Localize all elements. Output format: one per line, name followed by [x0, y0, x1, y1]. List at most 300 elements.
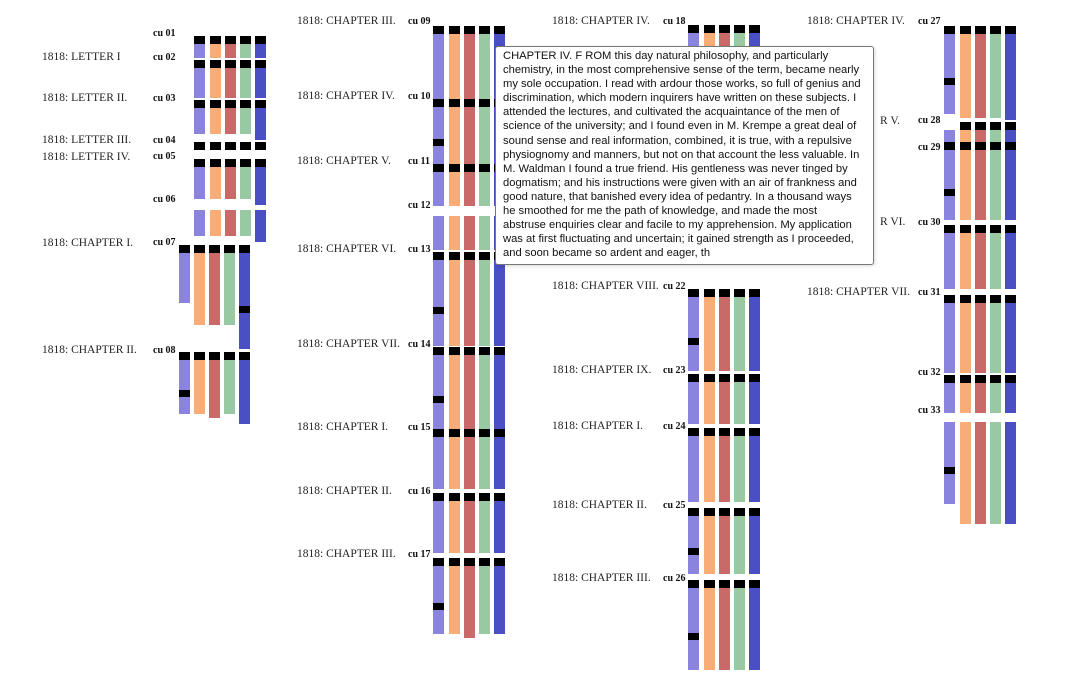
orange-witness-bar[interactable] — [449, 260, 460, 346]
orange-witness-bar[interactable] — [210, 210, 221, 236]
green-witness-bar[interactable] — [479, 216, 490, 250]
segment-marker[interactable] — [688, 633, 699, 640]
segment-marker[interactable] — [688, 580, 699, 588]
segment-marker[interactable] — [449, 493, 460, 501]
segment-marker[interactable] — [479, 429, 490, 437]
segment-marker[interactable] — [1005, 295, 1016, 303]
red-witness-bar[interactable] — [464, 260, 475, 346]
blue-witness-bar[interactable] — [179, 360, 190, 414]
green-witness-bar[interactable] — [479, 437, 490, 489]
segment-marker[interactable] — [240, 100, 251, 108]
segment-marker[interactable] — [944, 295, 955, 303]
green-witness-bar[interactable] — [990, 303, 1001, 373]
red-witness-bar[interactable] — [975, 422, 986, 524]
segment-marker[interactable] — [464, 252, 475, 260]
segment-marker[interactable] — [719, 428, 730, 436]
blue-witness-bar[interactable] — [194, 167, 205, 199]
orange-witness-bar[interactable] — [449, 501, 460, 553]
segment-marker[interactable] — [688, 508, 699, 516]
segment-marker[interactable] — [719, 289, 730, 297]
segment-marker[interactable] — [433, 99, 444, 107]
orange-witness-bar[interactable] — [210, 44, 221, 58]
segment-marker[interactable] — [494, 558, 505, 566]
blue-witness-bar[interactable] — [944, 34, 955, 114]
dark-blue-witness-bar[interactable] — [239, 360, 250, 424]
segment-marker[interactable] — [449, 558, 460, 566]
unit-label: cu 06 — [153, 194, 176, 205]
segment-marker[interactable] — [194, 245, 205, 253]
blue-witness-bar[interactable] — [688, 436, 699, 502]
dark-blue-witness-bar[interactable] — [494, 355, 505, 429]
segment-marker[interactable] — [210, 60, 221, 68]
segment-marker[interactable] — [734, 508, 745, 516]
orange-witness-bar[interactable] — [704, 436, 715, 502]
segment-marker[interactable] — [975, 122, 986, 130]
red-witness-bar[interactable] — [719, 516, 730, 574]
red-witness-bar[interactable] — [225, 68, 236, 98]
unit-label: cu 24 — [663, 421, 686, 432]
blue-witness-bar[interactable] — [194, 210, 205, 236]
red-witness-bar[interactable] — [719, 297, 730, 371]
unit-label: cu 03 — [153, 93, 176, 104]
segment-marker[interactable] — [944, 26, 955, 34]
orange-witness-bar[interactable] — [960, 150, 971, 220]
segment-marker[interactable] — [433, 252, 444, 260]
segment-marker[interactable] — [433, 603, 444, 610]
segment-marker[interactable] — [1005, 26, 1016, 34]
chapter-label: 1818: CHAPTER I. — [297, 421, 389, 433]
segment-marker[interactable] — [179, 352, 190, 360]
segment-marker[interactable] — [704, 580, 715, 588]
chapter-label: 1818: CHAPTER IV. — [807, 15, 905, 27]
orange-witness-bar[interactable] — [449, 107, 460, 165]
segment-marker[interactable] — [944, 142, 955, 150]
segment-marker[interactable] — [719, 25, 730, 33]
blue-witness-bar[interactable] — [944, 150, 955, 220]
segment-marker[interactable] — [990, 225, 1001, 233]
dark-blue-witness-bar[interactable] — [749, 297, 760, 371]
segment-marker[interactable] — [433, 396, 444, 403]
segment-marker[interactable] — [960, 142, 971, 150]
orange-witness-bar[interactable] — [704, 297, 715, 371]
red-witness-bar[interactable] — [464, 355, 475, 429]
chapter-label: 1818: CHAPTER IV. — [552, 15, 650, 27]
dark-blue-witness-bar[interactable] — [1005, 34, 1016, 120]
dark-blue-witness-bar[interactable] — [255, 108, 266, 140]
segment-marker[interactable] — [225, 142, 236, 150]
segment-marker[interactable] — [479, 164, 490, 172]
chapter-label: 1818: CHAPTER VIII. — [552, 280, 659, 292]
dark-blue-witness-bar[interactable] — [749, 382, 760, 424]
segment-marker[interactable] — [194, 159, 205, 167]
unit-label: cu 25 — [663, 500, 686, 511]
segment-marker[interactable] — [494, 26, 505, 34]
segment-marker[interactable] — [749, 580, 760, 588]
blue-witness-bar[interactable] — [194, 68, 205, 98]
segment-marker[interactable] — [449, 164, 460, 172]
blue-witness-bar[interactable] — [194, 44, 205, 58]
segment-marker[interactable] — [464, 493, 475, 501]
segment-marker[interactable] — [224, 352, 235, 360]
blue-witness-bar[interactable] — [433, 355, 444, 429]
segment-marker[interactable] — [975, 142, 986, 150]
segment-marker[interactable] — [240, 159, 251, 167]
segment-marker[interactable] — [944, 189, 955, 196]
dark-blue-witness-bar[interactable] — [494, 437, 505, 489]
segment-marker[interactable] — [479, 252, 490, 260]
segment-marker[interactable] — [704, 428, 715, 436]
segment-marker[interactable] — [239, 352, 250, 360]
dark-blue-witness-bar[interactable] — [255, 44, 266, 58]
segment-marker[interactable] — [494, 493, 505, 501]
segment-marker[interactable] — [255, 60, 266, 68]
segment-marker[interactable] — [433, 493, 444, 501]
segment-marker[interactable] — [433, 307, 444, 314]
segment-marker[interactable] — [704, 374, 715, 382]
red-witness-bar[interactable] — [225, 167, 236, 199]
segment-marker[interactable] — [1005, 375, 1016, 383]
red-witness-bar[interactable] — [225, 210, 236, 236]
segment-marker[interactable] — [975, 26, 986, 34]
segment-marker[interactable] — [960, 295, 971, 303]
orange-witness-bar[interactable] — [960, 34, 971, 118]
blue-witness-bar[interactable] — [433, 107, 444, 165]
unit-label: cu 14 — [408, 339, 431, 350]
segment-marker[interactable] — [464, 429, 475, 437]
unit-label: cu 33 — [918, 405, 941, 416]
red-witness-bar[interactable] — [209, 253, 220, 325]
dark-blue-witness-bar[interactable] — [1005, 150, 1016, 220]
segment-marker[interactable] — [944, 78, 955, 85]
dark-blue-witness-bar[interactable] — [749, 436, 760, 502]
segment-marker[interactable] — [464, 558, 475, 566]
segment-marker[interactable] — [704, 289, 715, 297]
segment-marker[interactable] — [990, 375, 1001, 383]
segment-marker[interactable] — [749, 25, 760, 33]
segment-marker[interactable] — [734, 289, 745, 297]
segment-marker[interactable] — [449, 99, 460, 107]
segment-marker[interactable] — [210, 100, 221, 108]
chapter-label: 1818: CHAPTER IX. — [552, 364, 652, 376]
segment-marker[interactable] — [479, 26, 490, 34]
green-witness-bar[interactable] — [990, 383, 1001, 413]
green-witness-bar[interactable] — [734, 588, 745, 670]
red-witness-bar[interactable] — [975, 150, 986, 220]
segment-marker[interactable] — [224, 245, 235, 253]
chapter-label: 1818: CHAPTER II. — [297, 485, 392, 497]
segment-marker[interactable] — [255, 36, 266, 44]
unit-label: cu 13 — [408, 244, 431, 255]
green-witness-bar[interactable] — [240, 44, 251, 58]
red-witness-bar[interactable] — [225, 108, 236, 134]
segment-marker[interactable] — [990, 122, 1001, 130]
segment-marker[interactable] — [494, 429, 505, 437]
red-witness-bar[interactable] — [209, 360, 220, 418]
dark-blue-witness-bar[interactable] — [1005, 233, 1016, 289]
orange-witness-bar[interactable] — [449, 437, 460, 489]
orange-witness-bar[interactable] — [449, 172, 460, 206]
segment-marker[interactable] — [449, 26, 460, 34]
segment-marker[interactable] — [494, 347, 505, 355]
dark-blue-witness-bar[interactable] — [494, 566, 505, 634]
segment-marker[interactable] — [975, 225, 986, 233]
unit-label: cu 27 — [918, 16, 941, 27]
chapter-label: 1818: CHAPTER I. — [42, 237, 134, 249]
blue-witness-bar[interactable] — [433, 566, 444, 634]
blue-witness-bar[interactable] — [944, 233, 955, 289]
dark-blue-witness-bar[interactable] — [255, 210, 266, 242]
orange-witness-bar[interactable] — [210, 167, 221, 199]
passage-tooltip: CHAPTER IV. F ROM this day natural philosophy, and particularly chemistry, in the most comprehensive sense of the term, became nearly my sole occupation. I read with ardour those works, so full of genius and discrimination, which modern inquirers have written on these subjects. I attended the lectures, and cultivated the acquaintance of the men of science of the university; and I found even in M. Krempe a great deal of sound sense and real information, combined, it is true, with a repulsive physiognomy and manners, but not on that account the less valuable. In M. Waldman I found a true friend. His gentleness was never tinged by dogmatism; and his instructions were given with an air of frankness and good nature, that banished every idea of pedantry. In a thousand ways he smoothed for me the path of knowledge, and made the most abstruse enquiries clear and facile to my apprehension. My application was at first fluctuating and uncertain; it gained strength as I proceeded, and soon became so ardent and eager, th — [495, 46, 874, 265]
segment-marker[interactable] — [990, 26, 1001, 34]
red-witness-bar[interactable] — [975, 383, 986, 413]
segment-marker[interactable] — [734, 428, 745, 436]
chapter-label: 1818: CHAPTER VII. — [297, 338, 400, 350]
unit-label: cu 02 — [153, 52, 176, 63]
red-witness-bar[interactable] — [975, 303, 986, 373]
segment-marker[interactable] — [975, 375, 986, 383]
green-witness-bar[interactable] — [240, 167, 251, 199]
segment-marker[interactable] — [479, 493, 490, 501]
segment-marker[interactable] — [239, 245, 250, 253]
orange-witness-bar[interactable] — [704, 588, 715, 670]
orange-witness-bar[interactable] — [210, 68, 221, 98]
dark-blue-witness-bar[interactable] — [1005, 383, 1016, 413]
dark-blue-witness-bar[interactable] — [1005, 303, 1016, 373]
segment-marker[interactable] — [704, 25, 715, 33]
segment-marker[interactable] — [209, 245, 220, 253]
segment-marker[interactable] — [255, 159, 266, 167]
segment-marker[interactable] — [944, 225, 955, 233]
green-witness-bar[interactable] — [224, 360, 235, 414]
segment-marker[interactable] — [479, 347, 490, 355]
orange-witness-bar[interactable] — [960, 383, 971, 413]
orange-witness-bar[interactable] — [449, 566, 460, 634]
green-witness-bar[interactable] — [990, 150, 1001, 220]
green-witness-bar[interactable] — [734, 297, 745, 371]
dark-blue-witness-bar[interactable] — [255, 167, 266, 205]
segment-marker[interactable] — [210, 159, 221, 167]
chapter-label: R V. — [880, 115, 901, 127]
blue-witness-bar[interactable] — [179, 253, 190, 303]
unit-label: cu 05 — [153, 151, 176, 162]
segment-marker[interactable] — [464, 164, 475, 172]
unit-label: cu 08 — [153, 345, 176, 356]
segment-marker[interactable] — [944, 467, 955, 474]
segment-marker[interactable] — [1005, 142, 1016, 150]
segment-marker[interactable] — [1005, 122, 1016, 130]
segment-marker[interactable] — [734, 25, 745, 33]
segment-marker[interactable] — [975, 295, 986, 303]
red-witness-bar[interactable] — [464, 172, 475, 206]
orange-witness-bar[interactable] — [210, 108, 221, 134]
segment-marker[interactable] — [464, 347, 475, 355]
green-witness-bar[interactable] — [479, 107, 490, 165]
segment-marker[interactable] — [210, 142, 221, 150]
segment-marker[interactable] — [944, 375, 955, 383]
blue-witness-bar[interactable] — [433, 216, 444, 250]
segment-marker[interactable] — [209, 352, 220, 360]
segment-marker[interactable] — [225, 60, 236, 68]
segment-marker[interactable] — [255, 100, 266, 108]
segment-marker[interactable] — [688, 289, 699, 297]
dark-blue-witness-bar[interactable] — [749, 588, 760, 670]
orange-witness-bar[interactable] — [704, 516, 715, 574]
orange-witness-bar[interactable] — [960, 233, 971, 289]
red-witness-bar[interactable] — [464, 107, 475, 165]
segment-marker[interactable] — [479, 558, 490, 566]
segment-marker[interactable] — [960, 26, 971, 34]
segment-marker[interactable] — [433, 164, 444, 172]
red-witness-bar[interactable] — [225, 44, 236, 58]
segment-marker[interactable] — [990, 295, 1001, 303]
segment-marker[interactable] — [960, 375, 971, 383]
segment-marker[interactable] — [960, 225, 971, 233]
dark-blue-witness-bar[interactable] — [1005, 422, 1016, 524]
segment-marker[interactable] — [225, 159, 236, 167]
orange-witness-bar[interactable] — [960, 303, 971, 373]
segment-marker[interactable] — [449, 347, 460, 355]
green-witness-bar[interactable] — [479, 501, 490, 553]
segment-marker[interactable] — [749, 374, 760, 382]
green-witness-bar[interactable] — [990, 422, 1001, 524]
segment-marker[interactable] — [688, 548, 699, 555]
red-witness-bar[interactable] — [975, 130, 986, 142]
chapter-label: 1818: CHAPTER VII. — [807, 286, 910, 298]
blue-witness-bar[interactable] — [944, 303, 955, 373]
segment-marker[interactable] — [990, 142, 1001, 150]
dark-blue-witness-bar[interactable] — [255, 68, 266, 98]
dark-blue-witness-bar[interactable] — [494, 260, 505, 346]
blue-witness-bar[interactable] — [433, 501, 444, 553]
segment-marker[interactable] — [719, 374, 730, 382]
green-witness-bar[interactable] — [990, 233, 1001, 289]
unit-label: cu 17 — [408, 549, 431, 560]
segment-marker[interactable] — [479, 99, 490, 107]
blue-witness-bar[interactable] — [688, 516, 699, 574]
segment-marker[interactable] — [1005, 225, 1016, 233]
red-witness-bar[interactable] — [464, 216, 475, 250]
dark-blue-witness-bar[interactable] — [494, 501, 505, 553]
segment-marker[interactable] — [240, 36, 251, 44]
blue-witness-bar[interactable] — [433, 172, 444, 206]
segment-marker[interactable] — [179, 390, 190, 397]
unit-label: cu 16 — [408, 486, 431, 497]
chapter-label: 1818: CHAPTER II. — [552, 499, 647, 511]
segment-marker[interactable] — [749, 428, 760, 436]
blue-witness-bar[interactable] — [194, 108, 205, 134]
dark-blue-witness-bar[interactable] — [239, 253, 250, 349]
segment-marker[interactable] — [688, 428, 699, 436]
segment-marker[interactable] — [749, 508, 760, 516]
segment-marker[interactable] — [464, 99, 475, 107]
green-witness-bar[interactable] — [224, 253, 235, 325]
red-witness-bar[interactable] — [719, 382, 730, 424]
green-witness-bar[interactable] — [479, 172, 490, 206]
segment-marker[interactable] — [960, 122, 971, 130]
green-witness-bar[interactable] — [479, 566, 490, 634]
blue-witness-bar[interactable] — [433, 437, 444, 489]
segment-marker[interactable] — [240, 142, 251, 150]
segment-marker[interactable] — [210, 36, 221, 44]
segment-marker[interactable] — [240, 60, 251, 68]
orange-witness-bar[interactable] — [960, 422, 971, 524]
segment-marker[interactable] — [194, 60, 205, 68]
segment-marker[interactable] — [734, 374, 745, 382]
red-witness-bar[interactable] — [975, 233, 986, 289]
green-witness-bar[interactable] — [734, 382, 745, 424]
red-witness-bar[interactable] — [464, 566, 475, 638]
segment-marker[interactable] — [179, 245, 190, 253]
green-witness-bar[interactable] — [479, 355, 490, 429]
segment-marker[interactable] — [433, 26, 444, 34]
segment-marker[interactable] — [255, 142, 266, 150]
green-witness-bar[interactable] — [990, 34, 1001, 118]
blue-witness-bar[interactable] — [944, 422, 955, 504]
segment-marker[interactable] — [433, 429, 444, 437]
green-witness-bar[interactable] — [240, 108, 251, 134]
segment-marker[interactable] — [749, 289, 760, 297]
green-witness-bar[interactable] — [240, 68, 251, 98]
segment-marker[interactable] — [433, 139, 444, 146]
green-witness-bar[interactable] — [734, 436, 745, 502]
segment-marker[interactable] — [688, 374, 699, 382]
segment-marker[interactable] — [449, 429, 460, 437]
segment-marker[interactable] — [704, 508, 715, 516]
segment-marker[interactable] — [194, 352, 205, 360]
green-witness-bar[interactable] — [240, 210, 251, 236]
segment-marker[interactable] — [194, 100, 205, 108]
segment-marker[interactable] — [719, 508, 730, 516]
segment-marker[interactable] — [734, 580, 745, 588]
orange-witness-bar[interactable] — [194, 360, 205, 414]
red-witness-bar[interactable] — [975, 34, 986, 118]
segment-marker[interactable] — [688, 25, 699, 33]
segment-marker[interactable] — [719, 580, 730, 588]
segment-marker[interactable] — [225, 36, 236, 44]
blue-witness-bar[interactable] — [944, 383, 955, 413]
red-witness-bar[interactable] — [464, 501, 475, 553]
segment-marker[interactable] — [433, 558, 444, 566]
red-witness-bar[interactable] — [464, 437, 475, 489]
green-witness-bar[interactable] — [479, 260, 490, 346]
blue-witness-bar[interactable] — [688, 297, 699, 371]
red-witness-bar[interactable] — [719, 436, 730, 502]
orange-witness-bar[interactable] — [449, 216, 460, 250]
orange-witness-bar[interactable] — [194, 253, 205, 325]
orange-witness-bar[interactable] — [449, 355, 460, 429]
segment-marker[interactable] — [194, 142, 205, 150]
segment-marker[interactable] — [225, 100, 236, 108]
green-witness-bar[interactable] — [990, 130, 1001, 142]
segment-marker[interactable] — [194, 36, 205, 44]
blue-witness-bar[interactable] — [688, 588, 699, 670]
dark-blue-witness-bar[interactable] — [749, 516, 760, 574]
blue-witness-bar[interactable] — [433, 260, 444, 346]
segment-marker[interactable] — [433, 347, 444, 355]
segment-marker[interactable] — [449, 252, 460, 260]
segment-marker[interactable] — [464, 26, 475, 34]
red-witness-bar[interactable] — [719, 588, 730, 670]
unit-label: cu 09 — [408, 16, 431, 27]
segment-marker[interactable] — [688, 338, 699, 345]
orange-witness-bar[interactable] — [704, 382, 715, 424]
unit-label: cu 01 — [153, 28, 176, 39]
segment-marker[interactable] — [239, 306, 250, 313]
orange-witness-bar[interactable] — [960, 130, 971, 142]
blue-witness-bar[interactable] — [688, 382, 699, 424]
green-witness-bar[interactable] — [734, 516, 745, 574]
